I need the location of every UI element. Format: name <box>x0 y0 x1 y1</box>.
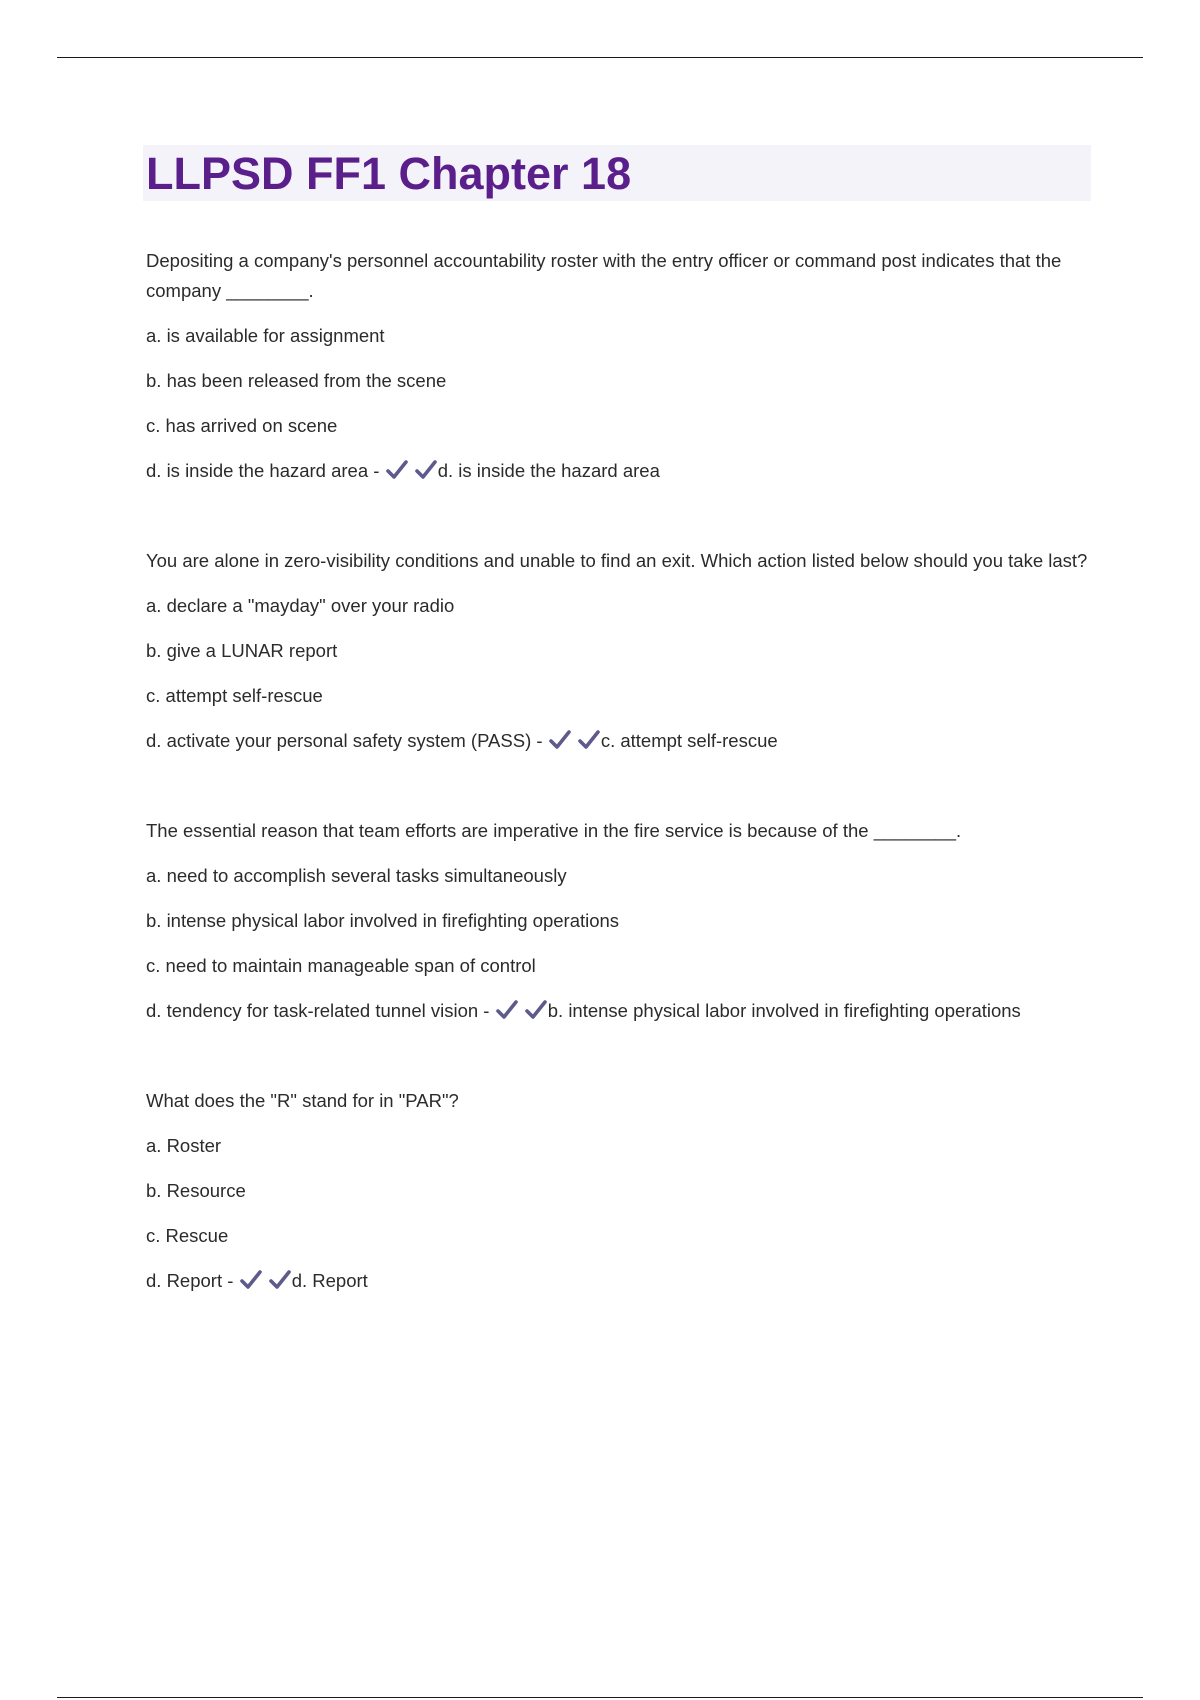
option-c: c. has arrived on scene <box>146 415 338 436</box>
checkmark-icon <box>414 459 438 481</box>
option-d: d. Report - <box>146 1270 234 1291</box>
checkmark-icon <box>524 999 548 1021</box>
option-b: b. Resource <box>146 1180 246 1201</box>
question-3 <box>146 816 1096 1026</box>
question-4 <box>146 1086 1096 1296</box>
question-1 <box>146 246 1096 486</box>
option-b: b. intense physical labor involved in firefighting operations <box>146 910 620 931</box>
option-d: d. tendency for task-related tunnel vision - <box>146 1000 490 1021</box>
option-b: b. has been released from the scene <box>146 370 447 391</box>
option-c: c. need to maintain manageable span of control <box>146 955 536 976</box>
question-text: What does the "R" stand for in "PAR"? <box>146 1090 459 1111</box>
question-list <box>146 246 1096 1296</box>
question-text: The essential reason that team efforts are imperative in the fire service is because of the ________. <box>146 820 962 841</box>
option-d-with-answer <box>146 1266 1096 1296</box>
option-a: a. Roster <box>146 1135 222 1156</box>
top-rule <box>57 57 1143 58</box>
bottom-rule <box>57 1697 1143 1698</box>
answer-text: c. attempt self-rescue <box>600 730 778 751</box>
option-c: c. attempt self-rescue <box>146 685 323 706</box>
answer-text: d. is inside the hazard area <box>437 460 660 481</box>
checkmark-icon <box>495 999 519 1021</box>
answer-text: b. intense physical labor involved in firefighting operations <box>547 1000 1021 1021</box>
page-title: LLPSD FF1 Chapter 18 <box>146 148 632 199</box>
checkmark-icon <box>577 729 601 751</box>
question-text: You are alone in zero-visibility conditions and unable to find an exit. Which action listed below should you take last? <box>146 550 1088 571</box>
option-d-with-answer <box>146 996 1096 1026</box>
question-text: Depositing a company's personnel accountability roster with the entry officer or command post indicates that the company ________. <box>146 250 1062 301</box>
option-d-with-answer <box>146 726 1096 756</box>
option-d-with-answer <box>146 456 1096 486</box>
option-c: c. Rescue <box>146 1225 229 1246</box>
option-d: d. activate your personal safety system (PASS) - <box>146 730 543 751</box>
question-2 <box>146 546 1096 756</box>
option-a: a. need to accomplish several tasks simultaneously <box>146 865 567 886</box>
checkmark-icon <box>385 459 409 481</box>
option-a: a. declare a "mayday" over your radio <box>146 595 455 616</box>
answer-text: d. Report <box>291 1270 368 1291</box>
option-d: d. is inside the hazard area - <box>146 460 380 481</box>
option-a: a. is available for assignment <box>146 325 385 346</box>
checkmark-icon <box>268 1269 292 1291</box>
option-b: b. give a LUNAR report <box>146 640 338 661</box>
checkmark-icon <box>239 1269 263 1291</box>
checkmark-icon <box>548 729 572 751</box>
